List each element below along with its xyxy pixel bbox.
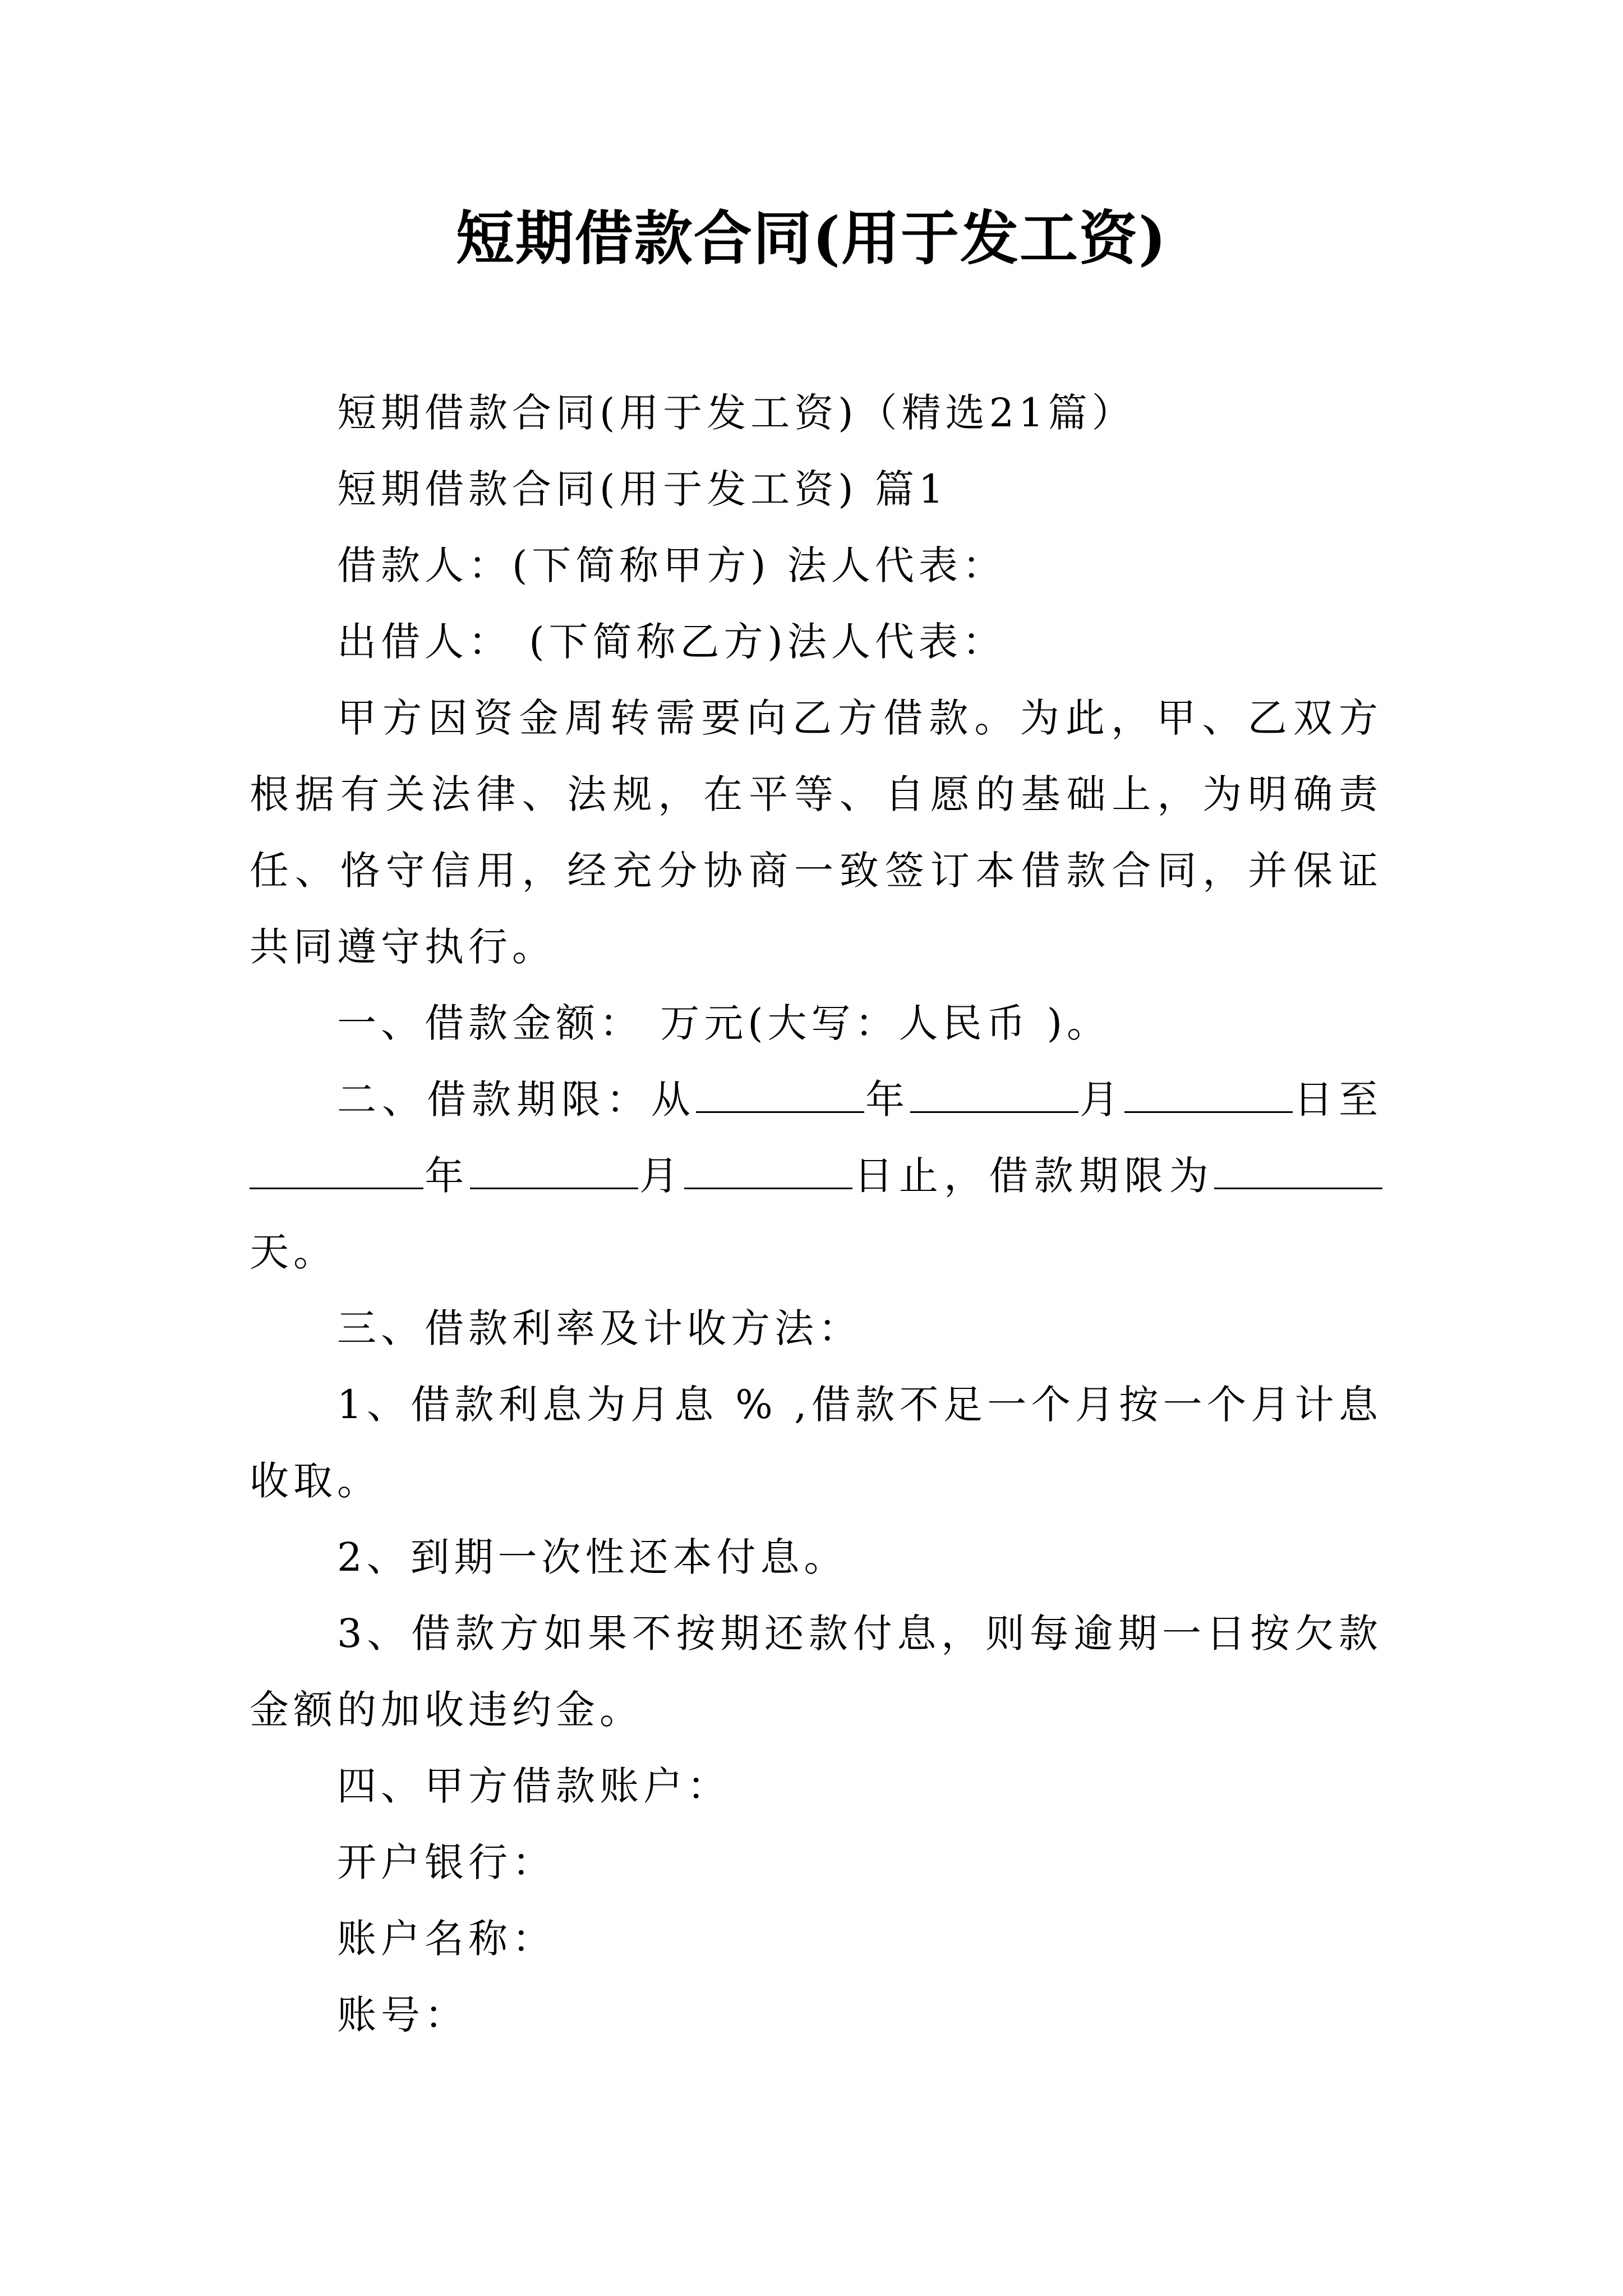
term-year-label: 年 bbox=[864, 1076, 910, 1122]
blank-field bbox=[1124, 1072, 1293, 1113]
blank-field bbox=[1214, 1148, 1382, 1189]
account-name-line: 账户名称： bbox=[337, 1916, 556, 1962]
term-month-label: 月 bbox=[1078, 1076, 1124, 1122]
term-suffix: 天。 bbox=[250, 1229, 337, 1275]
borrower-line: 借款人：(下简称甲方) 法人代表： bbox=[337, 542, 1006, 588]
document-body bbox=[250, 375, 1382, 2053]
clause-account-heading: 四、甲方借款账户： bbox=[337, 1763, 731, 1809]
blank-field bbox=[684, 1148, 852, 1189]
term-day-label: 日至 bbox=[1293, 1076, 1382, 1122]
account-number-line: 账号： bbox=[337, 1992, 468, 2038]
blank-field bbox=[250, 1148, 423, 1189]
clause-amount: 一、借款金额： 万元(大写：人民币 )。 bbox=[337, 1000, 1111, 1046]
term-month-label: 月 bbox=[638, 1153, 685, 1199]
term-year-label: 年 bbox=[423, 1153, 470, 1199]
clause-interest-item-3: 3、借款方如果不按期还款付息，则每逾期一日按欠款金额的加收违约金。 bbox=[250, 1611, 1382, 1733]
account-bank-line: 开户银行： bbox=[337, 1839, 556, 1885]
preamble-paragraph: 甲方因资金周转需要向乙方借款。为此，甲、乙双方根据有关法律、法规，在平等、自愿的基础上，为明确责任、恪守信用，经充分协商一致签订本借款合同，并保证共同遵守执行。 bbox=[250, 695, 1382, 970]
clause-interest-item-2: 2、到期一次性还本付息。 bbox=[337, 1534, 848, 1580]
clause-interest-heading: 三、借款利率及计收方法： bbox=[337, 1305, 862, 1351]
subtitle-line: 短期借款合同(用于发工资)（精选21篇） bbox=[337, 390, 1136, 436]
section-heading: 短期借款合同(用于发工资) 篇1 bbox=[337, 466, 948, 512]
clause-term bbox=[250, 1061, 1382, 1290]
document-title: 短期借款合同(用于发工资) bbox=[455, 204, 1168, 273]
blank-field bbox=[910, 1072, 1078, 1113]
lender-line: 出借人： (下简称乙方)法人代表： bbox=[337, 619, 1006, 665]
term-prefix: 二、借款期限：从 bbox=[337, 1076, 696, 1122]
blank-field bbox=[696, 1072, 864, 1113]
term-day-label: 日止，借款期限为 bbox=[852, 1153, 1215, 1199]
blank-field bbox=[470, 1148, 638, 1189]
clause-interest-item-1: 1、借款利息为月息 % ,借款不足一个月按一个月计息收取。 bbox=[250, 1382, 1382, 1504]
